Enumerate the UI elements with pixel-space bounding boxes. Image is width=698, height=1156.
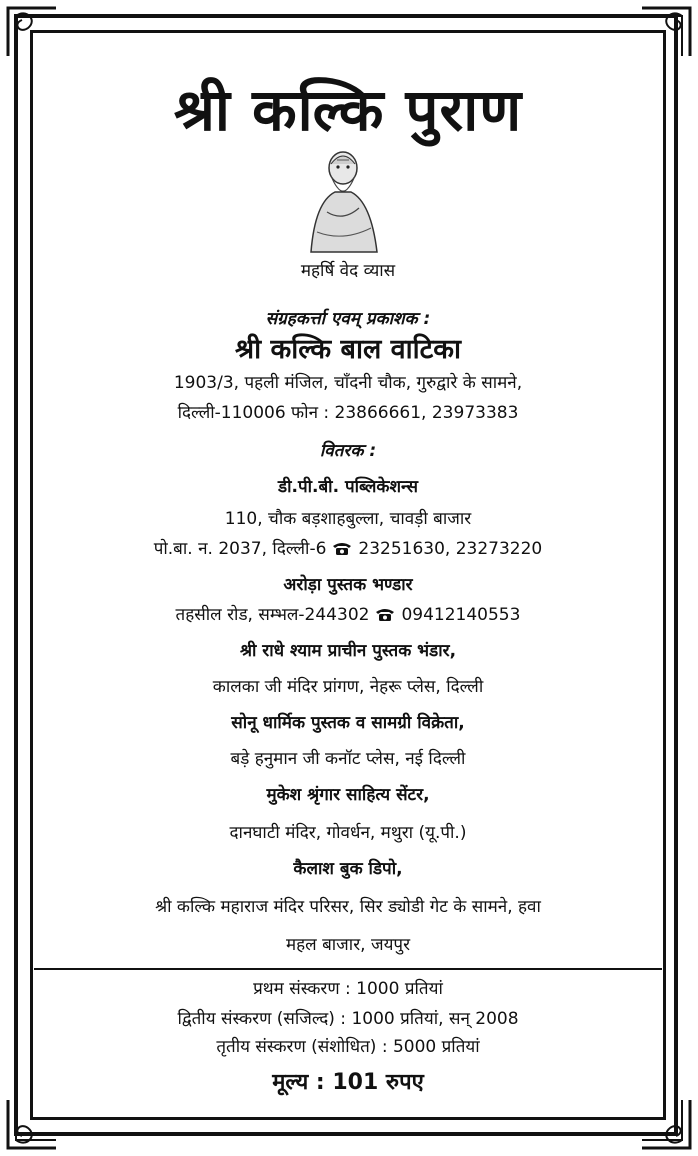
publisher-address-line2: दिल्ली-110006 फोन : 23866661, 23973383 xyxy=(177,403,519,423)
image-caption: महर्षि वेद व्यास xyxy=(300,261,396,281)
distributor-address: बड़े हनुमान जी कनॉट प्लेस, नई दिल्ली xyxy=(230,749,466,769)
edition-line: तृतीय संस्करण (संशोधित) : 5000 प्रतियां xyxy=(216,1037,480,1057)
distributor-address: 110, चौक बड़शाहबुल्ला, चावड़ी बाजार xyxy=(224,509,472,529)
section-divider xyxy=(34,968,662,970)
price: मूल्य : 101 रुपए xyxy=(272,1070,424,1095)
distributor-phone: 09412140553 xyxy=(401,605,521,625)
book-title: श्री कल्कि पुराण xyxy=(173,76,523,144)
distributor-name: डी.पी.बी. पब्लिकेशन्स xyxy=(277,477,419,497)
distributor-name: अरोड़ा पुस्तक भण्डार xyxy=(283,575,413,595)
publisher-name: श्री कल्कि बाल वाटिका xyxy=(234,334,461,365)
distributor-address xyxy=(34,602,662,628)
distributor-name: कैलाश बुक डिपो, xyxy=(293,859,403,879)
edition-line: द्वितीय संस्करण (सजिल्द) : 1000 प्रतियां, सन् 2008 xyxy=(177,1009,519,1029)
distributor-address: महल बाजार, जयपुर xyxy=(285,935,411,955)
distributor-heading: वितरक : xyxy=(319,441,377,461)
distributor-address: श्री कल्कि महाराज मंदिर परिसर, सिर ड्योडी गेट के सामने, हवा xyxy=(155,897,541,917)
sage-illustration xyxy=(287,142,399,254)
distributor-address-part: तहसील रोड, सम्भल-244302 xyxy=(175,605,370,625)
distributor-name: श्री राधे श्याम प्राचीन पुस्तक भंडार, xyxy=(239,641,457,661)
publisher-address-line1: 1903/3, पहली मंजिल, चाँदनी चौक, गुरुद्वारे के सामने, xyxy=(173,373,523,393)
telephone-icon xyxy=(332,541,352,555)
distributor-address: कालका जी मंदिर प्रांगण, नेहरू प्लेस, दिल्ली xyxy=(212,677,484,697)
distributor-phone: 23251630, 23273220 xyxy=(358,539,543,559)
distributor-name: सोनू धार्मिक पुस्तक व सामग्री विक्रेता, xyxy=(231,713,465,733)
distributor-address: दानघाटी मंदिर, गोवर्धन, मथुरा (यू.पी.) xyxy=(229,823,467,843)
telephone-icon xyxy=(375,607,395,621)
distributor-address xyxy=(34,536,662,562)
distributor-address-part: पो.बा. न. 2037, दिल्ली-6 xyxy=(153,539,327,559)
edition-line: प्रथम संस्करण : 1000 प्रतियां xyxy=(253,979,443,999)
page-content xyxy=(34,34,662,1116)
distributor-name: मुकेश श्रृंगार साहित्य सेंटर, xyxy=(266,785,430,805)
compiler-heading: संग्रहकर्त्ता एवम् प्रकाशक : xyxy=(265,309,431,329)
